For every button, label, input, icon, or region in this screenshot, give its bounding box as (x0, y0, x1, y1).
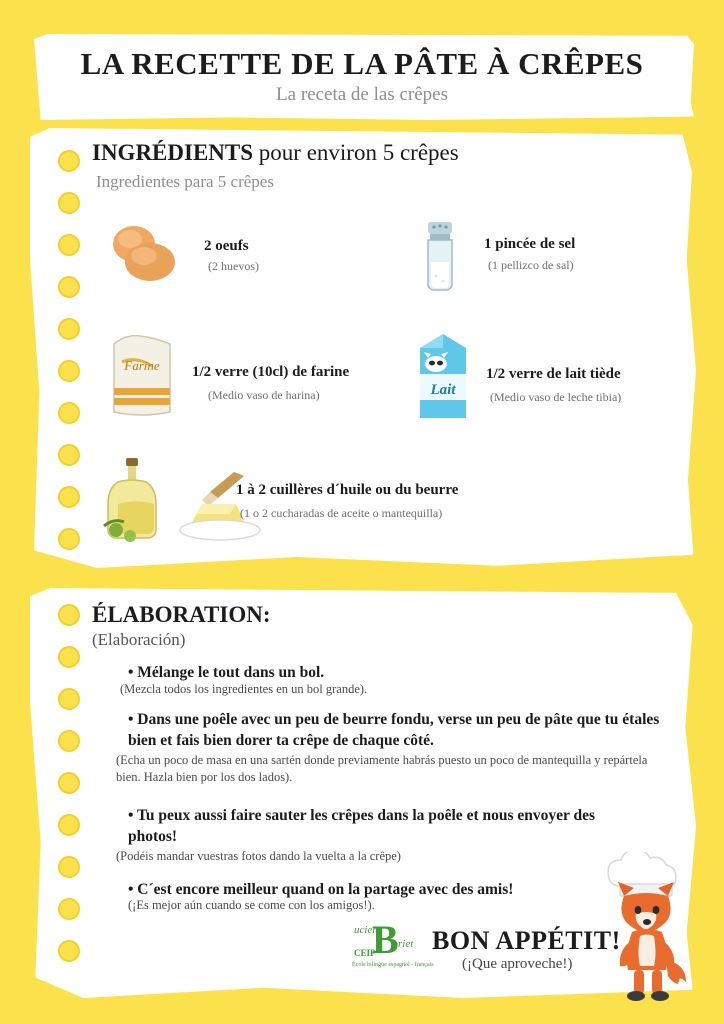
eggs-icon (100, 222, 186, 284)
page-title: LA RECETTE DE LA PÂTE À CRÊPES (80, 46, 644, 81)
ingredient-label-oil: 1 à 2 cuillères d´huile ou du beurre (236, 482, 459, 498)
ingredient-label-flour: 1/2 verre (10cl) de farine (192, 364, 350, 380)
punch-hole (58, 940, 80, 962)
elaboration-heading-es: (Elaboración) (92, 630, 186, 649)
punch-hole (58, 318, 80, 340)
punch-hole (58, 814, 80, 836)
oil-bottle-icon (96, 456, 172, 542)
bon-appetit-subtitle: (¡Que aproveche!) (462, 956, 573, 972)
milk-carton-label: Lait (430, 382, 456, 398)
ingredients-heading-strong: INGRÉDIENTS (92, 140, 254, 165)
milk-carton-icon (408, 330, 478, 422)
flour-bag-icon (104, 328, 182, 424)
step-3-fr: • Tu peux aussi faire sauter les crêpes dans la poêle et nous envoyer des photos! (128, 807, 596, 845)
ingredients-heading-es: Ingredientes para 5 crêpes (96, 172, 274, 191)
flour-bag-label: Farine (124, 358, 160, 373)
ingredient-label-salt: 1 pincée de sel (484, 236, 576, 252)
punch-hole (58, 772, 80, 794)
step-2-fr: • Dans une poêle avec un peu de beurre fondu, verse un peu de pâte que tu étales bien et fais bien dorer ta crêpe de chaque côté. (128, 711, 660, 749)
elaboration-heading: ÉLABORATION: (92, 602, 271, 627)
step-2-es: (Echa un poco de masa en una sartén donde previamente habrás puesto un poco de mantequilla y repártela bien. Hazla bien por los dos lados). (116, 753, 648, 784)
punch-hole (58, 192, 80, 214)
punch-hole (58, 276, 80, 298)
logo-cep: CEIP (354, 948, 376, 958)
step-4-es: (¡Es mejor aún cuando se come con los amigos!). (128, 898, 375, 912)
logo-suffix: riet (398, 938, 414, 950)
step-1-fr: • Mélange le tout dans un bol. (128, 664, 325, 681)
punch-hole (58, 486, 80, 508)
logo-letter: B (372, 917, 399, 962)
punch-hole (58, 604, 80, 626)
ingredient-label-milk: 1/2 verre de lait tiède (486, 366, 621, 382)
punch-hole (58, 150, 80, 172)
punch-hole (58, 856, 80, 878)
punch-hole (58, 402, 80, 424)
punch-hole (58, 646, 80, 668)
bon-appetit-title: BON APPÉTIT! (432, 926, 621, 955)
punch-hole (58, 688, 80, 710)
ingredient-label-eggs-es: (2 huevos) (208, 259, 259, 273)
punch-hole (58, 444, 80, 466)
ingredient-label-oil-es: (1 o 2 cucharadas de aceite o mantequilla) (240, 506, 443, 520)
punch-hole (58, 730, 80, 752)
punch-hole (58, 360, 80, 382)
ingredient-label-salt-es: (1 pellizco de sal) (488, 258, 574, 272)
page-subtitle: La receta de las crêpes (276, 84, 448, 105)
punch-hole (58, 234, 80, 256)
ingredient-label-milk-es: (Medio vaso de leche tibia) (490, 390, 622, 404)
school-logo (352, 918, 432, 980)
ingredient-label-eggs: 2 oeufs (204, 238, 249, 254)
step-3-es: (Podéis mandar vuestras fotos dando la vuelta a la crêpe) (116, 849, 401, 863)
logo-tagline: École bilingue espagnol - français (352, 962, 434, 968)
logo-prefix: ucien (354, 924, 378, 936)
step-4-fr: • C´est encore meilleur quand on la partage avec des amis! (128, 881, 514, 898)
punch-hole (58, 898, 80, 920)
ingredient-label-flour-es: (Medio vaso de harina) (208, 388, 320, 402)
punch-hole (58, 528, 80, 550)
step-1-es: (Mezcla todos los ingredientes en un bol grande). (120, 682, 368, 696)
ingredients-heading (92, 140, 459, 166)
salt-shaker-icon (418, 218, 462, 296)
fox-chef-icon (600, 852, 696, 1004)
ingredients-heading-rest: pour environ 5 crêpes (253, 140, 459, 165)
